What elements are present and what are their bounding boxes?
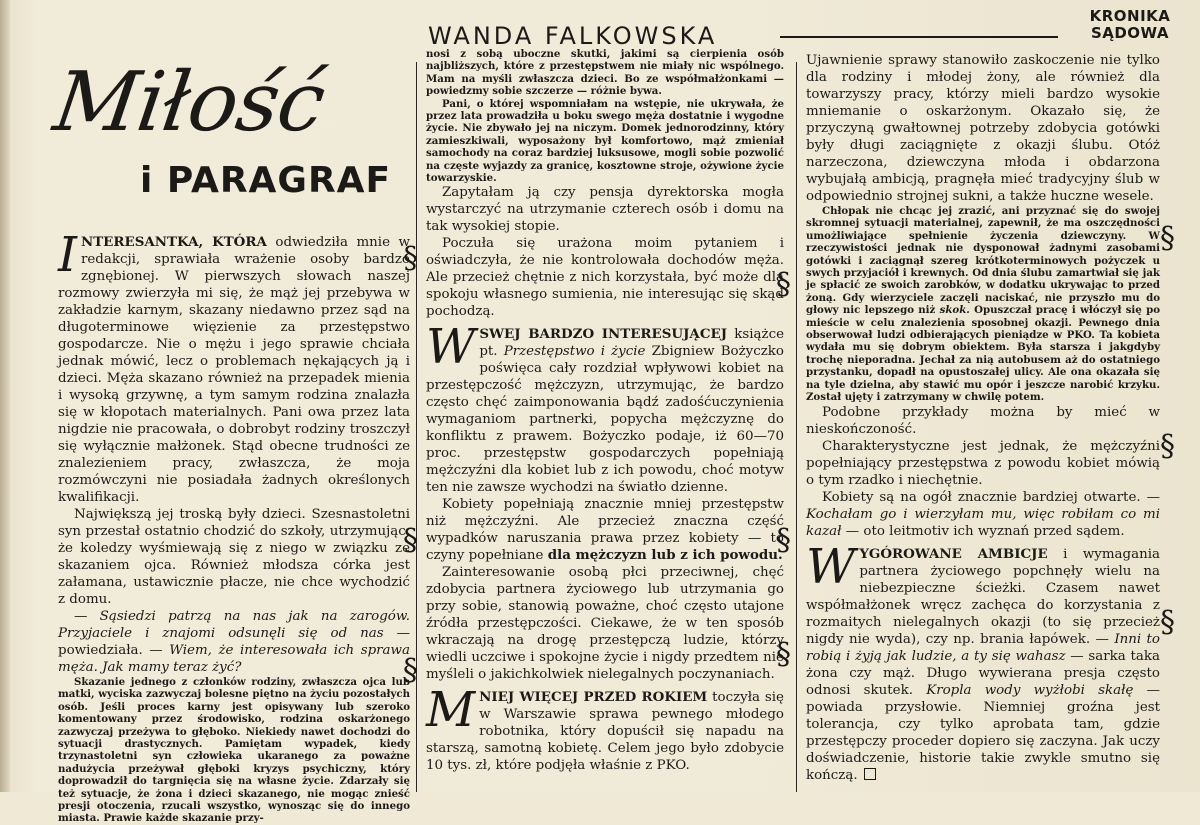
- body-text: Kobiety są na ogół znacznie bardziej otwarte. —: [822, 489, 1160, 505]
- section-mark: §: [403, 523, 418, 558]
- drop-cap: I: [58, 227, 77, 283]
- section-text: Zbigniew Bożyczko poświęca cały rozdział wpływowi kobiet na przestępczość mężczyzn, utrzymując, że bardzo często chęć zaimponowania bądź zadośćuczynienia wymaganiom partnerki, popycha mężczyznę do konfliktu z prawem. Bożyczko podaje, iż 60—70 proc. przestępstw gospodarczych popełniają mężczyźni dla kobiet lub z ich powodu, choć motyw ten nie zawsze wychodzi na światło dzienne.: [426, 344, 784, 496]
- end-mark: [864, 768, 876, 780]
- small-italic: skok.: [939, 304, 970, 317]
- lead-in: SWEJ BARDZO INTERESUJĄCEJ: [479, 326, 728, 343]
- section-mark: §: [403, 241, 418, 276]
- body-paragraph: Poczuła się urażona moim pytaniem i oświadczyła, że nie kontrolowała dochodów męża. Ale przecież chętnie z nich korzystała, być może dla spokoju własnego sumienia, nie interesując się skąd pochodzą.: [426, 236, 784, 320]
- article-title-block: i PARAGRAF: [140, 160, 392, 201]
- body-paragraph: [426, 496, 784, 564]
- emphasis-text: dla mężczyzn lub z ich powodu.: [547, 547, 783, 564]
- intro-text: odwiedziła mnie w redakcji, sprawiała wrażenie osoby bardzo zgnębionej. W pierwszych słowach naszej rozmowy zwierzyła mi się, że mąż jej przebywa w zakładzie karnym, skazany niedawno przez sąd na długoterminowe więzienie za przestępstwo gospodarcze. Nie o mężu i jego sprawie chciała jednak mówić, lecz o problemach nękających ją i dzieci. Męża skazano również na przepadek mienia i wysoką grzywnę, a tym samym rodzina znalazła się w kłopotach materialnych. Pani owa przez lata nigdzie nie pracowała, o dobrobyt rodziny troszczył się wyłącznie małżonek. Stąd obecne trudności ze znalezieniem pracy, zwłaszcza, że moja rozmówczyni nie posiadała żadnych określonych kwalifikacji.: [58, 235, 411, 505]
- section-text: — powiada przysłowie. Niemniej groźna jest tolerancja, czy tylko aprobata tam, gdzie przestępczy proceder dopiero się zaczyna. Jak uczy doświadczenie, historie takie zwykle smutno się kończą.: [806, 682, 1160, 783]
- small-text: Opuszczał pracę i włóczył się po mieście w celu znalezienia sposobnej okazji. Pewnego dnia obserwował ludzi odbierających pieniądze w PKO. Ta kobieta wydała mu się dobrym obiektem. Była starsza i jakgdyby trochę nieporadna. Jechał za nią autobusem aż do ostatniego przystanku, dopadł na opustoszałej ulicy. Ale ona okazała się na tyle dzielna, aby stawić mu opór i jeszcze narobić krzyku. Został ujęty i zatrzymany w chwilę potem.: [806, 304, 1160, 404]
- drop-cap: M: [426, 682, 476, 739]
- quote-text: Inni to robią i żyją jak ludzie, a ty się wahasz: [806, 631, 1160, 664]
- intro-paragraph: [58, 227, 411, 506]
- quote-paragraph: [58, 608, 410, 676]
- body-text: Kobiety popełniają znacznie mniej przestępstw niż mężczyźni. Ale przecież znaczna część wypadków naruszania prawa przez kobiety — to czyny popełniane: [426, 497, 784, 564]
- proverb-text: Kropla wody wyżłobi skałę: [926, 682, 1134, 698]
- body-paragraph: Zapytałam ją czy pensja dyrektorska mogła wystarczyć na utrzymanie czterech osób i domu na tak wysokiej stopie.: [426, 185, 784, 235]
- body-paragraph-small: Pani, o której wspomniałam na wstępie, nie ukrywała, że przez lata prowadziła u boku swego męża dostatnie i wygodne życie. Nie zbywało jej na niczym. Domek jednorodzinny, który zamieszkiwali, wyposażony był komfortowo, mąż zmieniał samochody na coraz bardziej luksusowe, mogli sobie pozwolić na częste wyjazdy za granicę, kosztowne stroje, ożywione życie towarzyskie.: [426, 97, 784, 185]
- quote-text: Kochałam go i wierzyłam mu, więc robiłam co mi kazał: [806, 506, 1160, 539]
- section-mark: §: [1160, 429, 1175, 464]
- section-mark: §: [776, 637, 791, 672]
- body-text: — oto leitmotiv ich wyznań przed sądem.: [845, 523, 1125, 539]
- header-rule: [780, 36, 1058, 38]
- section-title-line1: KRONIKA: [1089, 7, 1171, 25]
- section-mark: §: [776, 523, 791, 558]
- body-paragraph-small: nosi z sobą uboczne skutki, jakimi są cierpienia osób najbliższych, które z przestępstwem nie miały nic wspólnego. Mam na myśli zwłaszcza dzieci. Bo ze współmałżonkami — powiedzmy sobie szczerze — różnie bywa.: [426, 48, 784, 98]
- column-3: [806, 52, 1160, 792]
- body-paragraph: [806, 489, 1160, 540]
- section-mark: §: [403, 653, 418, 688]
- section-text: toczyła się w Warszawie sprawa pewnego młodego robotnika, który dopuścił się napadu na starszą, samotną kobietę. Celem jego było zdobycie 10 tys. zł, które podjęła właśnie z PKO.: [426, 690, 784, 774]
- section-title: [1065, 8, 1195, 42]
- small-text: Chłopak nie chcąc jej zrazić, ani przyznać się do swojej skromnej sytuacji materialnej, zapewnił, że ma oszczędności umożliwiające spełnienie życzenia dziewczyny. W rzeczywistości jednak nie dysponował żadnymi zasobami gotówki i zaciągnął szereg krótkoterminowych pożyczek u swych przyjaciół i krewnych. Od dnia ślubu zamartwiał się jak je spłacić ze swoich zarobków, w dodatku ukrywając to przed żoną. Gdy wierzyciele zaczęli naciskać, nie przyszło mu do głowy nic lepszego niż: [806, 205, 1160, 317]
- quote-text-2: Wiem, że interesowała ich sprawa męża. Jak mamy teraz żyć?: [58, 643, 410, 675]
- drop-cap: W: [806, 538, 856, 595]
- quote-text: — Sąsiedzi patrzą na nas jak na zarogów. Przyjaciele i znajomi odsunęli się od nas —: [58, 609, 410, 641]
- lead-in: NIEJ WIĘCEJ PRZED ROKIEM: [479, 689, 708, 706]
- body-paragraph: Największą jej troską były dzieci. Szesnastoletni syn przestał ostatnio chodzić do szkoły, utrzymując, że koledzy wyśmiewają się z niego w związku ze skazaniem ojca. Również młodsza córka jest załamana, ustawicznie płacze, nie chce wychodzić z domu.: [58, 507, 410, 607]
- section-paragraph: [426, 319, 784, 496]
- page-edge: [0, 0, 10, 792]
- body-paragraph-small: [806, 205, 1160, 404]
- article-title-script: Miłość: [48, 55, 330, 150]
- section-paragraph: [426, 682, 784, 774]
- lead-in: YGÓROWANE AMBICJE: [859, 545, 1048, 562]
- column-divider: [796, 62, 797, 792]
- author-byline: WANDA FALKOWSKA: [428, 22, 718, 50]
- body-paragraph: Charakterystyczne jest jednak, że mężczyźni popełniający przestępstwa z powodu kobiet mówią o tym rzadko i niechętnie.: [806, 438, 1160, 488]
- lead-in: NTERESANTKA, KTÓRA: [80, 234, 267, 250]
- section-mark: §: [1160, 605, 1175, 640]
- section-title-line2: SĄDOWA: [1090, 24, 1170, 42]
- body-paragraph-small: Skazanie jednego z członków rodziny, zwłaszcza ojca lub matki, wyciska zazwyczaj bolesne piętno na życiu pozostałych osób. Jeśli proces karny jest opisywany lub szeroko komentowany przez środowisko, rodzina oskarżonego zazwyczaj przeżywa to głęboko. Niekiedy nawet dochodzi do sytuacji drastycznych. Pamiętam wypadek, kiedy trzynastoletni syn człowieka ukaranego za poważne nadużycia przeżywał głęboki kryzys psychiczny, który doprowadził do targnięcia się na własne życie. Zdarzały się też sytuacje, że żona i dzieci skazanego, nie mogąc znieść presji otoczenia, rzucali wszystko, wynosząc się do innego miasta. Prawie każde skazanie przy-: [58, 676, 410, 825]
- body-paragraph: Zainteresowanie osobą płci przeciwnej, chęć zdobycia partnera życiowego lub utrzymania go przy sobie, stanowią poważne, choć często utajone źródła przestępczości. Ciekawe, że w ten sposób wkraczają na drogę przestępczą ludzie, którzy wiedli uczciwe i spokojne życie i nigdy przedtem nie myśleli o jakichkolwiek nielegalnych poczynaniach.: [426, 565, 784, 683]
- section-paragraph: [806, 538, 1160, 784]
- section-text: — sarka taka żona czy mąż. Długo wywierana presja często odnosi skutek.: [806, 648, 1160, 698]
- body-paragraph: Ujawnienie sprawy stanowiło zaskoczenie nie tylko dla rodziny i młodej żony, ale również dla towarzyszy pracy, którzy mieli bardzo wysokie mniemanie o oskarżonym. Okazało się, że przyczyną gwałtownej potrzeby zdobycia gotówki były długi zaciągnięte z okazji ślubu. Otóż narzeczona, dziewczyna młoda i obdarzona wybujałą ambicją, pragnęła mieć tradycyjny ślub w odpowiednio strojnej sukni, a także huczne wesele.: [806, 53, 1160, 204]
- section-mark: §: [1160, 221, 1175, 256]
- section-text: książce pt.: [479, 327, 784, 360]
- body-paragraph: Podobne przykłady można by mieć w nieskończoność.: [806, 404, 1160, 437]
- column-1: [58, 227, 411, 825]
- book-title: Przestępstwo i życie: [503, 344, 646, 360]
- column-2: [426, 48, 784, 792]
- section-mark: §: [776, 267, 791, 302]
- quote-attrib: powiedziała. —: [58, 643, 163, 658]
- drop-cap: W: [426, 319, 476, 376]
- section-text: i wymagania partnera życiowego popchnęły wielu na niebezpieczne ścieżki. Czasem nawet współmałżonek wręcz zachęca do korzystania z rozmaitych nielegalnych okazji (to się przecież nigdy nie wyda), czy np. brania łapówek. —: [806, 546, 1160, 647]
